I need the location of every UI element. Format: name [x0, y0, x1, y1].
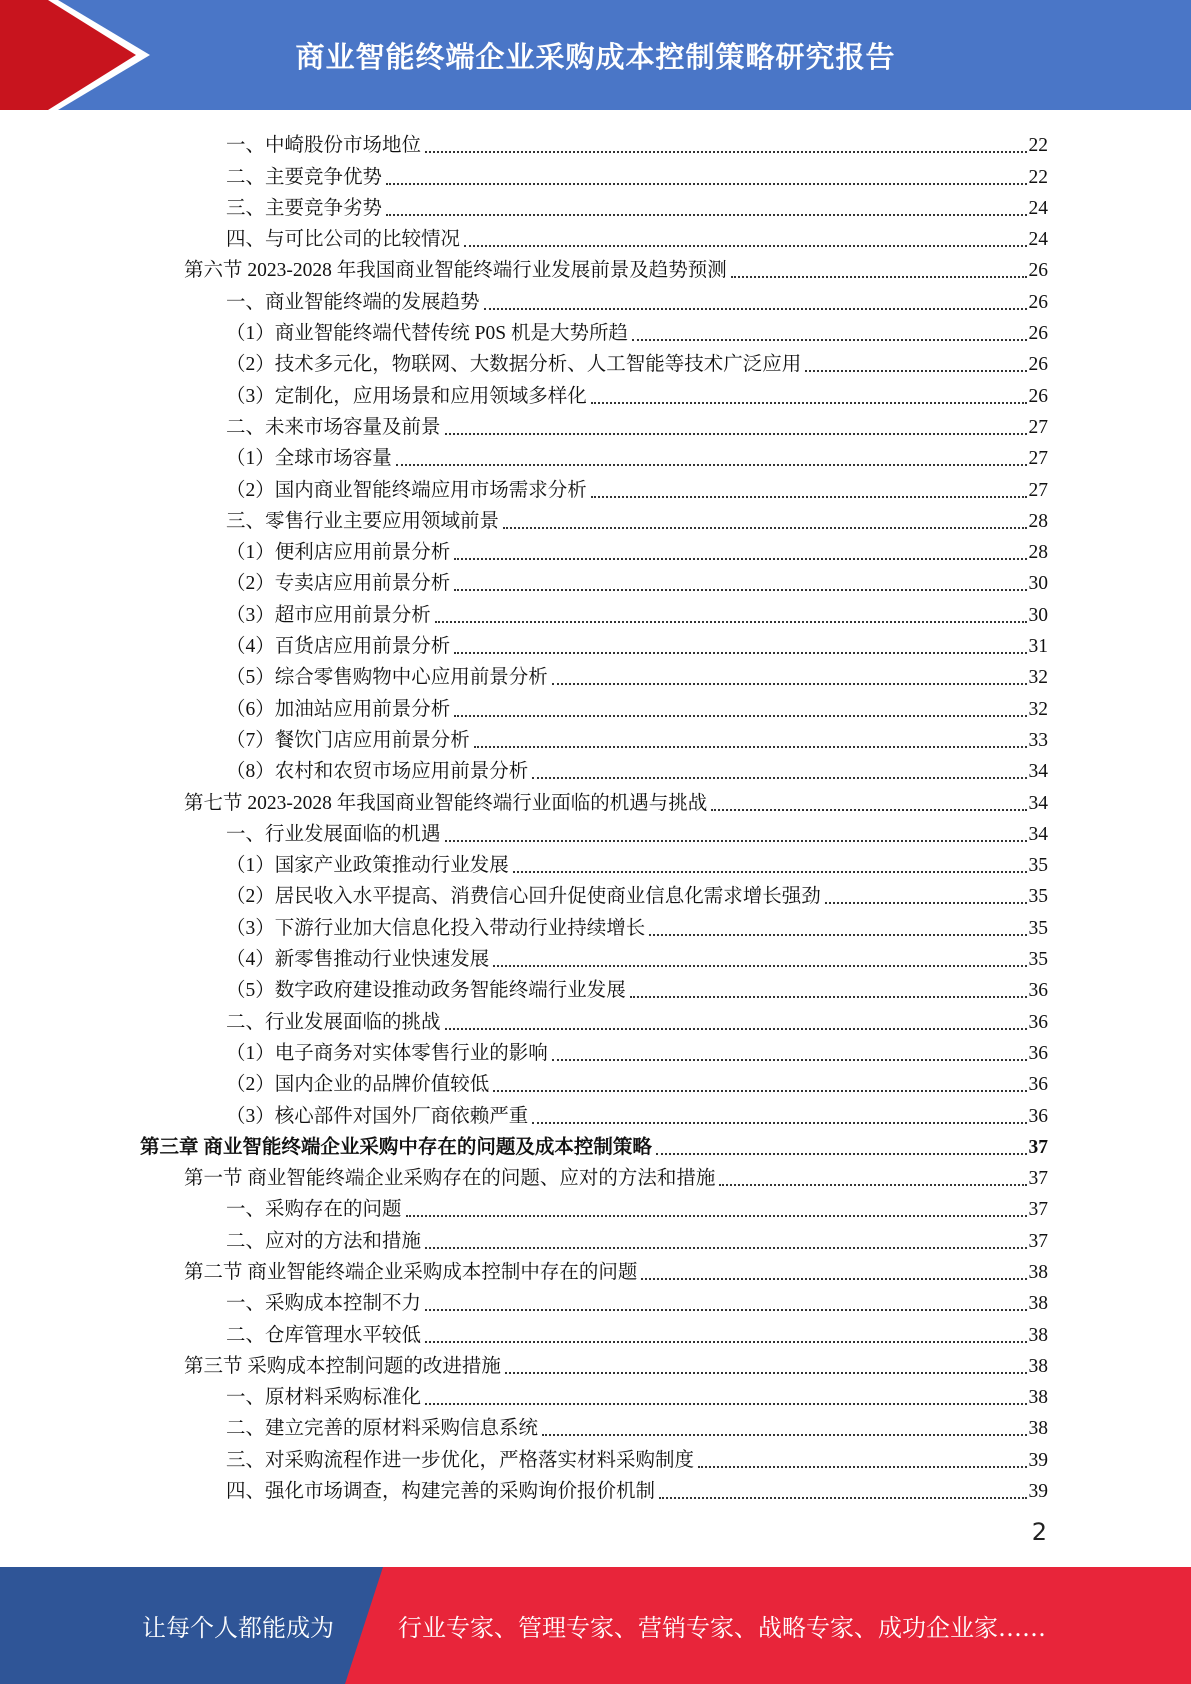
toc-leader-dots [474, 746, 1027, 748]
toc-leader-dots [464, 245, 1026, 247]
toc-leader-dots [630, 996, 1027, 998]
toc-entry-page: 31 [1028, 636, 1048, 658]
toc-entry[interactable] [140, 1441, 1048, 1472]
toc-entry[interactable] [140, 190, 1048, 221]
toc-leader-dots [386, 183, 1026, 185]
toc-entry-page: 36 [1028, 980, 1048, 1002]
toc-leader-dots [632, 339, 1027, 341]
toc-entry-label: （5）数字政府建设推动政务智能终端行业发展 [226, 980, 626, 1002]
toc-entry-label: （7）餐饮门店应用前景分析 [226, 729, 470, 751]
toc-entry[interactable] [140, 158, 1048, 189]
toc-entry-label: 二、仓库管理水平较低 [226, 1324, 422, 1346]
toc-entry-page: 36 [1028, 1105, 1048, 1127]
toc-entry-label: （1）便利店应用前景分析 [226, 542, 451, 564]
toc-leader-dots [513, 871, 1027, 873]
toc-entry-page: 37 [1028, 1168, 1048, 1190]
toc-entry-page: 28 [1028, 542, 1048, 564]
toc-entry-label: 一、采购存在的问题 [226, 1199, 402, 1221]
toc-entry[interactable] [140, 690, 1048, 721]
toc-entry-page: 32 [1028, 698, 1048, 720]
toc-entry[interactable] [140, 659, 1048, 690]
toc-entry[interactable] [140, 127, 1048, 158]
document-title: 商业智能终端企业采购成本控制策略研究报告 [295, 39, 896, 74]
toc-leader-dots [591, 496, 1027, 498]
toc-entry-page: 34 [1028, 761, 1048, 783]
toc-leader-dots [659, 1497, 1026, 1499]
toc-entry-label: （2）居民收入水平提高、消费信心回升促使商业信息化需求增长强劲 [226, 886, 821, 908]
toc-leader-dots [825, 902, 1027, 904]
toc-leader-dots [454, 715, 1026, 717]
toc-entry-label: 第七节 2023-2028 年我国商业智能终端行业面临的机遇与挑战 [184, 792, 708, 814]
toc-leader-dots [454, 652, 1026, 654]
toc-leader-dots [656, 1153, 1027, 1155]
toc-entry-page: 35 [1028, 855, 1048, 877]
toc-entry-label: 一、行业发展面临的机遇 [226, 823, 441, 845]
toc-entry-label: （4）百货店应用前景分析 [226, 636, 451, 658]
toc-entry-page: 32 [1028, 667, 1048, 689]
toc-entry-page: 26 [1028, 260, 1048, 282]
toc-entry-label: （8）农村和农贸市场应用前景分析 [226, 761, 529, 783]
page-number: 2 [1031, 1518, 1047, 1546]
toc-entry-page: 26 [1028, 323, 1048, 345]
toc-leader-dots [493, 1090, 1026, 1092]
toc-entry[interactable] [140, 1003, 1048, 1034]
toc-entry-page: 27 [1028, 479, 1048, 501]
toc-leader-dots [435, 621, 1027, 623]
toc-leader-dots [386, 214, 1026, 216]
toc-entry[interactable] [140, 1410, 1048, 1441]
toc-entry-label: 二、主要竞争优势 [226, 166, 383, 188]
toc-entry-label: 第三章 商业智能终端企业采购中存在的问题及成本控制策略 [140, 1136, 652, 1158]
toc-leader-dots [425, 1403, 1026, 1405]
toc-entry-label: 四、与可比公司的比较情况 [226, 229, 461, 251]
toc-entry[interactable] [140, 909, 1048, 940]
toc-entry-label: （1）国家产业政策推动行业发展 [226, 855, 509, 877]
toc-entry-label: （2）专卖店应用前景分析 [226, 573, 451, 595]
toc-entry[interactable] [140, 1222, 1048, 1253]
toc-entry-label: （4）新零售推动行业快速发展 [226, 949, 490, 971]
toc-leader-dots [484, 308, 1027, 310]
toc-leader-dots [711, 809, 1026, 811]
toc-entry-page: 35 [1028, 917, 1048, 939]
toc-entry[interactable] [140, 346, 1048, 377]
toc-entry-page: 22 [1028, 166, 1048, 188]
toc-leader-dots [542, 1434, 1026, 1436]
toc-entry[interactable] [140, 816, 1048, 847]
toc-entry-page: 24 [1028, 229, 1048, 251]
footer-banner [0, 1567, 1191, 1684]
toc-entry-page: 22 [1028, 135, 1048, 157]
toc-entry[interactable] [140, 722, 1048, 753]
toc-entry-page: 37 [1028, 1230, 1048, 1252]
toc-entry-label: 三、零售行业主要应用领域前景 [226, 510, 500, 532]
toc-entry[interactable] [140, 784, 1048, 815]
toc-entry[interactable] [140, 1285, 1048, 1316]
toc-entry-label: （2）技术多元化，物联网、大数据分析、人工智能等技术广泛应用 [226, 354, 802, 376]
toc-entry-page: 39 [1028, 1449, 1048, 1471]
toc-entry[interactable] [140, 628, 1048, 659]
toc-entry[interactable] [140, 1160, 1048, 1191]
toc-leader-dots [425, 1247, 1026, 1249]
toc-entry[interactable] [140, 283, 1048, 314]
toc-entry-label: （1）电子商务对实体零售行业的影响 [226, 1042, 548, 1064]
toc-entry[interactable] [140, 315, 1048, 346]
toc-entry-page: 36 [1028, 1074, 1048, 1096]
toc-entry[interactable] [140, 1348, 1048, 1379]
toc-entry-label: 第六节 2023-2028 年我国商业智能终端行业发展前景及趋势预测 [184, 260, 727, 282]
toc-entry[interactable] [140, 1129, 1048, 1160]
toc-entry-label: 第二节 商业智能终端企业采购成本控制中存在的问题 [184, 1261, 638, 1283]
toc-entry-label: 第一节 商业智能终端企业采购存在的问题、应对的方法和措施 [184, 1168, 716, 1190]
toc-entry-label: （5）综合零售购物中心应用前景分析 [226, 667, 548, 689]
toc-entry-page: 36 [1028, 1011, 1048, 1033]
toc-entry-page: 38 [1028, 1324, 1048, 1346]
toc-entry-label: （3）定制化，应用场景和应用领域多样化 [226, 385, 587, 407]
toc-leader-dots [454, 589, 1026, 591]
toc-entry[interactable] [140, 534, 1048, 565]
toc-entry[interactable] [140, 1254, 1048, 1285]
toc-leader-dots [591, 402, 1027, 404]
toc-entry[interactable] [140, 1097, 1048, 1128]
toc-entry-page: 26 [1028, 385, 1048, 407]
toc-entry[interactable] [140, 252, 1048, 283]
toc-entry[interactable] [140, 972, 1048, 1003]
toc-entry-page: 37 [1028, 1136, 1048, 1158]
toc-leader-dots [445, 433, 1027, 435]
toc-leader-dots [505, 1372, 1027, 1374]
toc-entry[interactable] [140, 753, 1048, 784]
toc-entry[interactable] [140, 440, 1048, 471]
toc-entry-page: 35 [1028, 886, 1048, 908]
table-of-contents [140, 127, 1048, 1504]
toc-leader-dots [425, 1341, 1026, 1343]
toc-entry-page: 38 [1028, 1387, 1048, 1409]
toc-entry[interactable] [140, 1379, 1048, 1410]
toc-entry-label: 二、建立完善的原材料采购信息系统 [226, 1418, 539, 1440]
toc-entry[interactable] [140, 503, 1048, 534]
toc-entry[interactable] [140, 596, 1048, 627]
toc-leader-dots [406, 1215, 1027, 1217]
toc-entry[interactable] [140, 1035, 1048, 1066]
toc-leader-dots [805, 370, 1026, 372]
toc-entry-page: 34 [1028, 823, 1048, 845]
toc-entry-page: 28 [1028, 510, 1048, 532]
toc-leader-dots [445, 1028, 1027, 1030]
toc-entry[interactable] [140, 409, 1048, 440]
toc-entry-label: 四、强化市场调查，构建完善的采购询价报价机制 [226, 1481, 656, 1503]
toc-entry[interactable] [140, 565, 1048, 596]
toc-entry-page: 30 [1028, 573, 1048, 595]
toc-entry-label: （3）下游行业加大信息化投入带动行业持续增长 [226, 917, 646, 939]
header-arrow-decoration [0, 0, 160, 110]
toc-leader-dots [719, 1184, 1026, 1186]
footer-slogan-left: 让每个人都能成为 [142, 1614, 334, 1642]
toc-leader-dots [641, 1278, 1026, 1280]
toc-entry-page: 38 [1028, 1355, 1048, 1377]
toc-entry-label: 二、应对的方法和措施 [226, 1230, 422, 1252]
footer-slogan-right: 行业专家、管理专家、营销专家、战略专家、成功企业家…… [398, 1614, 1046, 1642]
toc-leader-dots [731, 276, 1027, 278]
toc-leader-dots [503, 527, 1026, 529]
toc-leader-dots [493, 965, 1026, 967]
toc-leader-dots [552, 1059, 1027, 1061]
toc-leader-dots [649, 934, 1026, 936]
toc-entry[interactable] [140, 878, 1048, 909]
toc-entry-label: 一、商业智能终端的发展趋势 [226, 291, 480, 313]
toc-entry-label: 一、采购成本控制不力 [226, 1293, 422, 1315]
toc-entry-label: （1）商业智能终端代替传统 P0S 机是大势所趋 [226, 323, 628, 345]
toc-entry[interactable] [140, 847, 1048, 878]
toc-entry-label: 二、行业发展面临的挑战 [226, 1011, 441, 1033]
toc-entry-page: 38 [1028, 1293, 1048, 1315]
toc-entry[interactable] [140, 221, 1048, 252]
toc-leader-dots [454, 558, 1026, 560]
toc-entry[interactable] [140, 1191, 1048, 1222]
toc-entry-label: 一、中崎股份市场地位 [226, 135, 422, 157]
toc-entry-page: 38 [1028, 1418, 1048, 1440]
toc-entry-page: 36 [1028, 1042, 1048, 1064]
toc-entry-label: 三、主要竞争劣势 [226, 197, 383, 219]
toc-leader-dots [552, 683, 1027, 685]
toc-entry-label: （3）核心部件对国外厂商依赖严重 [226, 1105, 529, 1127]
toc-entry-page: 24 [1028, 197, 1048, 219]
toc-entry-label: 三、对采购流程作进一步优化，严格落实材料采购制度 [226, 1449, 695, 1471]
toc-entry-page: 34 [1028, 792, 1048, 814]
toc-entry-page: 26 [1028, 291, 1048, 313]
toc-entry[interactable] [140, 1066, 1048, 1097]
toc-entry-label: （6）加油站应用前景分析 [226, 698, 451, 720]
toc-entry-page: 35 [1028, 949, 1048, 971]
toc-entry-label: （2）国内商业智能终端应用市场需求分析 [226, 479, 587, 501]
toc-entry-label: 二、未来市场容量及前景 [226, 416, 441, 438]
toc-entry-page: 39 [1028, 1481, 1048, 1503]
toc-entry-page: 33 [1028, 729, 1048, 751]
toc-entry-page: 27 [1028, 448, 1048, 470]
toc-leader-dots [425, 151, 1026, 153]
toc-leader-dots [532, 777, 1026, 779]
toc-leader-dots [445, 840, 1027, 842]
toc-leader-dots [396, 464, 1027, 466]
toc-entry[interactable] [140, 471, 1048, 502]
toc-entry-page: 27 [1028, 416, 1048, 438]
toc-entry-label: （3）超市应用前景分析 [226, 604, 431, 626]
toc-entry[interactable] [140, 941, 1048, 972]
toc-entry[interactable] [140, 1473, 1048, 1504]
toc-entry-label: （1）全球市场容量 [226, 448, 392, 470]
header-banner [0, 0, 1191, 110]
toc-entry-label: 第三节 采购成本控制问题的改进措施 [184, 1355, 501, 1377]
toc-entry[interactable] [140, 1316, 1048, 1347]
toc-entry-page: 37 [1028, 1199, 1048, 1221]
toc-leader-dots [698, 1466, 1026, 1468]
toc-entry-page: 26 [1028, 354, 1048, 376]
toc-entry-label: 一、原材料采购标准化 [226, 1387, 422, 1409]
toc-leader-dots [425, 1309, 1026, 1311]
toc-entry[interactable] [140, 377, 1048, 408]
toc-entry-page: 38 [1028, 1261, 1048, 1283]
toc-entry-page: 30 [1028, 604, 1048, 626]
toc-entry-label: （2）国内企业的品牌价值较低 [226, 1074, 490, 1096]
toc-leader-dots [532, 1122, 1026, 1124]
